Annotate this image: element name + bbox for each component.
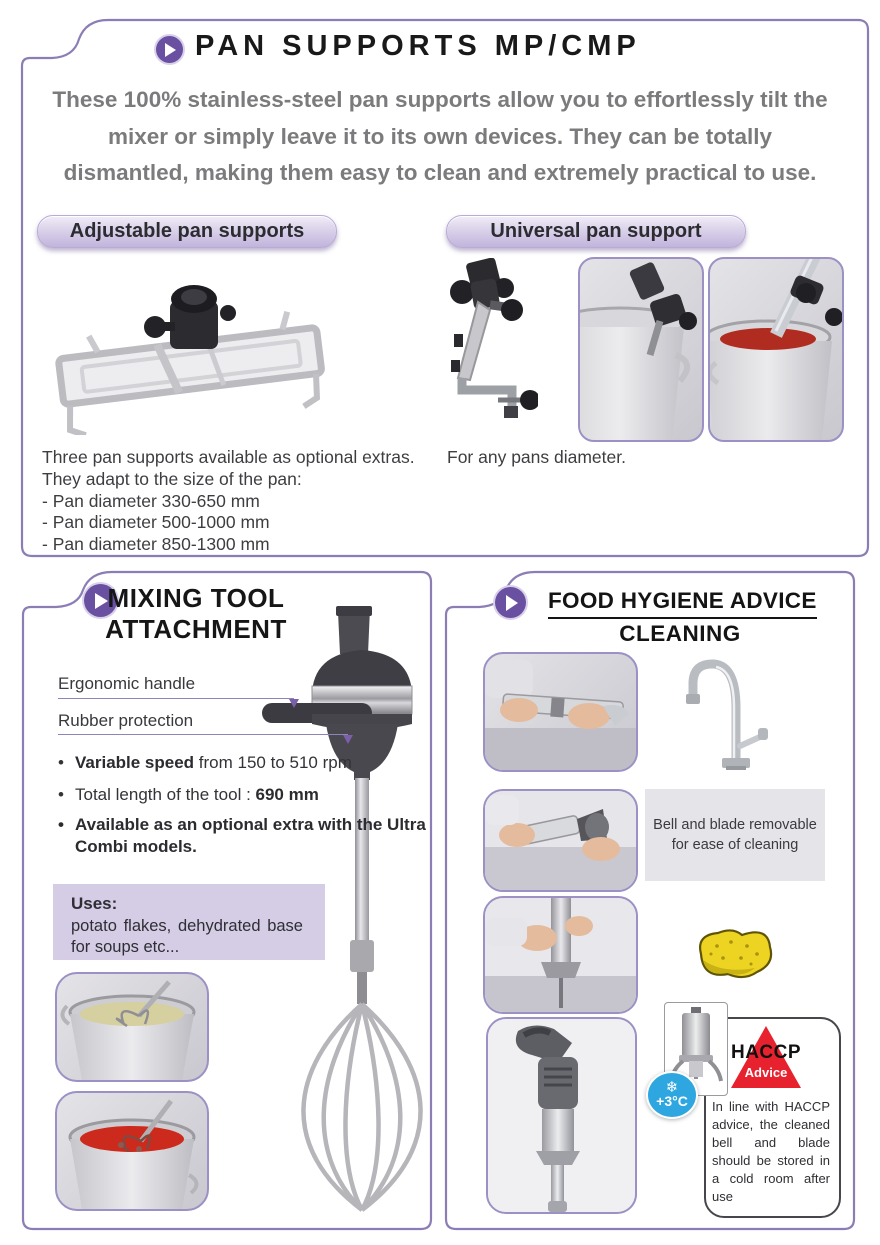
uses-text: potato flakes, dehydrated base for soups etc...: [71, 917, 303, 956]
hygiene-title-line2: CLEANING: [619, 621, 741, 646]
full-mixer-scene: [488, 1019, 635, 1212]
mixing-title-line1: MIXING TOOL: [107, 583, 285, 613]
uses-box: [53, 884, 325, 960]
bullet-optional-extra: [58, 814, 428, 858]
callout-ergonomic-handle: Ergonomic handle: [58, 674, 196, 693]
haccp-advice-text: In line with HACCP advice, the cleaned bell and blade should be stored in a cold room after use: [712, 1099, 830, 1204]
bullet-marker: •: [58, 815, 64, 834]
bullet-text: from 150 to 510 rpm: [194, 753, 352, 772]
caption-line: - Pan diameter 500-1000 mm: [42, 512, 270, 533]
photo-full-mixer: [486, 1017, 637, 1214]
caption-line: - Pan diameter 330-650 mm: [42, 490, 260, 511]
photo-pan-with-mixer: [708, 257, 844, 442]
photo-faucet: [676, 650, 771, 772]
down-arrow-icon: [343, 735, 353, 744]
photo-pot-tomato-sauce: [55, 1091, 209, 1211]
haccp-title: HACCP: [730, 1042, 802, 1063]
bullet-total-length: [58, 784, 319, 806]
pan-clamp-scene: [580, 259, 702, 440]
caption-line: Three pan supports available as optional extras.: [42, 447, 415, 467]
down-arrow-icon: [289, 699, 299, 708]
photo-universal-clamp: [438, 258, 538, 438]
mixing-title-line2: ATTACHMENT: [105, 614, 287, 644]
pot-cream-scene: [57, 974, 207, 1080]
photo-pot-cream-mix: [55, 972, 209, 1082]
photo-hands-vertical-mixer: [483, 896, 638, 1014]
mixing-tool-title: [100, 583, 292, 645]
play-circle-icon: [495, 587, 526, 618]
sponge-icon: [693, 922, 777, 986]
note-text: Bell and blade removable for ease of cleaning: [653, 817, 817, 853]
page-title: PAN SUPPORTS MP/CMP: [195, 30, 641, 62]
snowflake-icon: ❄: [665, 1078, 679, 1096]
play-arrow-shape: [165, 43, 179, 57]
play-circle-icon: [156, 36, 183, 63]
callout-line: [58, 698, 294, 699]
bullet-marker: •: [58, 785, 64, 804]
hands-vertical-scene: [485, 898, 636, 1012]
adjustable-caption: [42, 447, 415, 556]
bullet-bold-text: 690 mm: [255, 785, 319, 804]
hygiene-title-line1: FOOD HYGIENE ADVICE: [548, 588, 817, 619]
pill-adjustable-pan-supports: Adjustable pan supports: [37, 215, 337, 248]
hands-tube-scene: [485, 654, 636, 770]
callout-rubber-protection: Rubber protection: [58, 711, 194, 730]
pill-universal-pan-support: Universal pan support: [446, 215, 746, 248]
callout-line: [58, 734, 348, 735]
play-arrow-shape: [506, 595, 521, 611]
bullet-bold-text: Available as an optional extra with the Ultra Combi models.: [75, 815, 426, 856]
note-bell-removable: [645, 789, 825, 881]
temperature-badge: [646, 1071, 698, 1119]
pot-sauce-scene: [57, 1093, 207, 1209]
photo-pan-with-clamp: [578, 257, 704, 442]
hands-bell-scene: [485, 791, 636, 890]
caption-line: - Pan diameter 850-1300 mm: [42, 534, 270, 555]
bullet-variable-speed: [58, 752, 352, 774]
photo-hands-removing-bell: [483, 789, 638, 892]
bullet-bold-text: Variable speed: [75, 753, 195, 772]
caption-line: They adapt to the size of the pan:: [42, 468, 302, 489]
intro-text: These 100% stainless-steel pan supports allow you to effortlessly tilt the mixer or simply leave it to its own devices. They can be totally dismantled, making them easy to clean and extremely practical to use.: [52, 87, 828, 185]
photo-adjustable-pan-support: [42, 255, 337, 435]
photo-hands-holding-tube: [483, 652, 638, 772]
universal-caption: For any pans diameter.: [447, 447, 626, 467]
bullet-marker: •: [58, 753, 64, 772]
uses-title: Uses:: [71, 894, 118, 913]
temperature-value: +3°C: [656, 1093, 688, 1109]
bullet-text: Total length of the tool :: [75, 785, 256, 804]
haccp-subtitle: Advice: [744, 1065, 788, 1080]
pan-mixer-scene: [710, 259, 842, 440]
